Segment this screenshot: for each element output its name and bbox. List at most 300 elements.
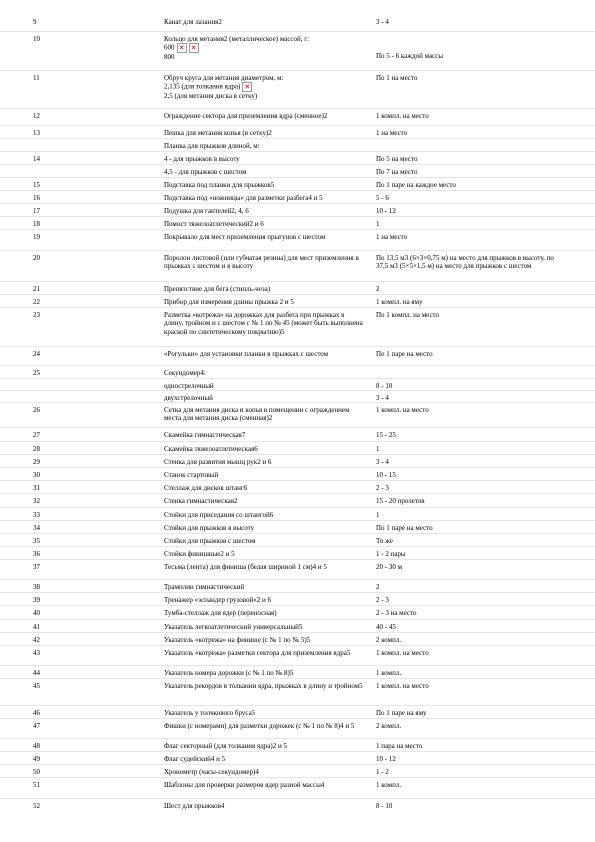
quantity-line: 15 - 20 пролетов (376, 497, 425, 505)
description-text: Стеллаж для дисков штанг6 (164, 484, 248, 492)
item-quantity (376, 194, 566, 202)
table-row (0, 546, 595, 559)
item-quantity (376, 233, 566, 241)
item-quantity (376, 112, 566, 120)
row-number: 18 (33, 220, 40, 228)
description-text: Обруч круга для метания диаметром, м: (164, 74, 284, 82)
quantity-line: 1 компл. на место (376, 649, 429, 657)
quantity-line (376, 43, 566, 51)
description-text: Стенка гимнастическая2 (164, 497, 238, 505)
item-quantity (376, 563, 566, 571)
table-row (0, 777, 595, 798)
description-text: Хронометр (часы-секундомер)4 (164, 768, 259, 776)
description-text: Скамейка тяжелоатлетическая6 (164, 445, 258, 453)
table-row (0, 216, 595, 229)
broken-image-x-icon: ✕ (177, 43, 187, 53)
item-description (164, 596, 364, 604)
item-quantity (376, 550, 566, 558)
item-description (164, 112, 364, 120)
table-row (0, 738, 595, 751)
description-line (164, 112, 364, 120)
description-line (164, 511, 364, 519)
row-number: 31 (33, 484, 40, 492)
description-text: Указатель у толчкового бруса5 (164, 709, 256, 717)
item-description (164, 194, 364, 202)
item-quantity (376, 155, 566, 163)
description-line (164, 537, 364, 545)
item-quantity (376, 649, 566, 657)
description-text: Флаг секторный (для толкания ядра)2 и 5 (164, 742, 287, 750)
description-line (164, 596, 364, 604)
quantity-line: По 1 паре на яму (376, 709, 427, 717)
row-number: 17 (33, 207, 40, 215)
description-text: Фишки (с номерами) для разметки дорожек (с № 1 по № 8)4 и 5 (164, 722, 355, 730)
row-number: 9 (33, 18, 37, 26)
quantity-line: 10 - 15 (376, 471, 396, 479)
description-text: Сетка для метания диска и копья в помещении с ограждением места для метания диска (сменная)2 (164, 406, 350, 423)
table-row (0, 229, 595, 250)
description-line (164, 755, 364, 763)
description-text: 2,5 (для метания диска в сетку) (164, 92, 258, 101)
row-number: 27 (33, 431, 40, 439)
quantity-line: 8 - 10 (376, 802, 393, 810)
quantity-line: По 5 на место (376, 155, 418, 163)
item-description (164, 207, 364, 215)
item-quantity (376, 254, 566, 271)
item-quantity (376, 458, 566, 466)
description-text: Станок стартовый (164, 471, 219, 479)
item-description (164, 220, 364, 228)
item-description (164, 406, 364, 423)
item-quantity (376, 709, 566, 717)
item-quantity (376, 74, 566, 82)
item-description (164, 471, 364, 479)
row-number: 15 (33, 181, 40, 189)
quantity-line: 3 - 4 (376, 18, 389, 26)
description-text: 2,135 (для толкания ядра) (164, 83, 241, 92)
table-row (0, 592, 595, 605)
row-number: 10 (33, 35, 40, 43)
row-number: 41 (33, 623, 40, 631)
table-row (0, 632, 595, 645)
description-text: Тумба-стеллаж для ядер (переносная) (164, 609, 277, 617)
row-number: 24 (33, 350, 40, 358)
description-text: 4,5 - для прыжков с шестом (164, 168, 247, 176)
item-description (164, 18, 364, 26)
row-number: 16 (33, 194, 40, 202)
item-description (164, 742, 364, 750)
description-line (164, 18, 364, 26)
quantity-line: 2 компл. (376, 722, 402, 730)
row-number: 13 (33, 129, 40, 137)
item-quantity (376, 484, 566, 492)
item-description (164, 431, 364, 439)
table-row (0, 70, 595, 108)
table-row (0, 250, 595, 281)
table-row (0, 507, 595, 520)
table-row (0, 307, 595, 346)
row-number: 26 (33, 406, 40, 414)
item-quantity (376, 406, 566, 414)
quantity-line: 1 - 2 (376, 768, 389, 776)
table-row (0, 402, 595, 427)
table-row (0, 390, 595, 402)
item-description (164, 497, 364, 505)
description-text: Тесьма (лента) для финиша (белая шириной 1 см)4 и 5 (164, 563, 327, 571)
table-row (0, 764, 595, 777)
quantity-line: 15 - 25 (376, 431, 396, 439)
item-quantity (376, 207, 566, 215)
table-row (0, 31, 595, 70)
item-quantity (376, 802, 566, 810)
item-description (164, 74, 364, 101)
item-description (164, 636, 364, 644)
equipment-table (0, 15, 595, 811)
item-quantity (376, 524, 566, 532)
table-row (0, 164, 595, 177)
description-line (164, 471, 364, 479)
row-number: 21 (33, 285, 40, 293)
row-number: 33 (33, 511, 40, 519)
table-row (0, 454, 595, 467)
row-number: 45 (33, 682, 40, 690)
item-quantity (376, 755, 566, 763)
description-line (164, 53, 364, 61)
table-row (0, 533, 595, 546)
quantity-line: 2 - 3 на место (376, 609, 417, 617)
description-text: Стойки для приседания со штангой6 (164, 511, 274, 519)
item-description (164, 649, 364, 657)
table-row (0, 665, 595, 678)
description-line (164, 802, 364, 810)
quantity-line: По 1 компл. на место (376, 311, 440, 319)
table-row (0, 520, 595, 533)
item-description (164, 563, 364, 571)
item-description (164, 682, 364, 690)
description-text: Канат для лазания2 (164, 18, 222, 26)
table-row (0, 645, 595, 665)
description-line (164, 285, 364, 293)
quantity-line: По 7 на место (376, 168, 418, 176)
row-number: 20 (33, 254, 40, 262)
row-number: 38 (33, 583, 40, 591)
quantity-line: 20 - 30 м (376, 563, 403, 571)
description-text: Указатель «котрежа» на финише (с № 1 по № 5)5 (164, 636, 311, 644)
description-line (164, 550, 364, 558)
quantity-line: 40 - 45 (376, 623, 396, 631)
description-line (164, 254, 364, 271)
description-line (164, 155, 364, 163)
row-number: 36 (33, 550, 40, 558)
row-number: 29 (33, 458, 40, 466)
quantity-line: 1 - 2 пары (376, 550, 406, 558)
row-number: 46 (33, 709, 40, 717)
table-row (0, 559, 595, 579)
table-row (0, 203, 595, 216)
description-line (164, 636, 364, 644)
description-line (164, 445, 364, 453)
description-text: Прибор для измерения длины прыжка 2 и 5 (164, 298, 294, 306)
item-quantity (376, 350, 566, 358)
table-row (0, 751, 595, 764)
row-number: 47 (33, 722, 40, 730)
row-number: 37 (33, 563, 40, 571)
description-text: Ограждение сектора для приземления ядра (сменное)2 (164, 112, 328, 120)
item-quantity (376, 181, 566, 189)
quantity-line: 2 компл. (376, 636, 402, 644)
description-line (164, 43, 364, 53)
item-quantity (376, 369, 566, 377)
description-line (164, 406, 364, 423)
item-description (164, 669, 364, 677)
description-line (164, 768, 364, 776)
description-text: 800 (164, 53, 175, 62)
table-row (0, 294, 595, 307)
description-text: Указатель рекордов в толкании ядра, прыжках в длину и тройном5 (164, 682, 363, 690)
table-row (0, 365, 595, 378)
description-text: Шест для прыжков4 (164, 802, 225, 810)
description-line (164, 168, 364, 176)
item-quantity (376, 636, 566, 644)
quantity-line: 2 (376, 285, 380, 293)
item-description (164, 583, 364, 591)
table-row (0, 705, 595, 718)
row-number: 12 (33, 112, 40, 120)
quantity-line: По 1 паре на место (376, 524, 433, 532)
description-text: Тренажер «эспандер грузовой»2 и 6 (164, 596, 271, 604)
table-row (0, 619, 595, 632)
item-quantity (376, 35, 566, 60)
row-number: 35 (33, 537, 40, 545)
item-quantity (376, 609, 566, 617)
item-quantity (376, 285, 566, 293)
row-number: 40 (33, 609, 40, 617)
item-description (164, 623, 364, 631)
quantity-line: 8 - 10 (376, 382, 393, 390)
row-number: 25 (33, 369, 40, 377)
quantity-line: По 1 паре на каждое место (376, 181, 456, 189)
item-quantity (376, 596, 566, 604)
quantity-line: 1 (376, 445, 380, 453)
table-row (0, 125, 595, 138)
item-description (164, 369, 364, 377)
item-description (164, 129, 364, 137)
description-text: «Рогульки» для установки планки в прыжках с шестом (164, 350, 329, 358)
quantity-line: 1 компл. (376, 781, 402, 789)
item-quantity (376, 168, 566, 176)
quantity-line: 1 на место (376, 233, 408, 241)
description-text: Пешка для метания копья (в сетку)2 (164, 129, 272, 137)
quantity-line: По 5 - 6 каждой массы (376, 51, 444, 60)
item-description (164, 484, 364, 492)
row-number: 49 (33, 755, 40, 763)
row-number: 30 (33, 471, 40, 479)
quantity-line: 1 на место (376, 129, 408, 137)
description-line (164, 709, 364, 717)
item-quantity (376, 220, 566, 228)
broken-image-x-icon: ✕ (242, 82, 252, 92)
item-quantity (376, 497, 566, 505)
table-row (0, 190, 595, 203)
description-text: Стойки финишные2 и 5 (164, 550, 235, 558)
item-description (164, 609, 364, 617)
row-number: 19 (33, 233, 40, 241)
description-text: Планка для прыжков длиной, м: (164, 142, 260, 150)
description-text: Препятствие для бега (стипль-чеза) (164, 285, 271, 293)
row-number: 11 (33, 74, 40, 82)
quantity-line: 1 (376, 220, 380, 228)
row-number: 44 (33, 669, 40, 677)
table-row (0, 678, 595, 705)
description-text: Подставка под планки для прыжков5 (164, 181, 275, 189)
description-line (164, 722, 364, 730)
description-line (164, 350, 364, 358)
item-quantity (376, 445, 566, 453)
description-line (164, 129, 364, 137)
quantity-line: 1 пара на место (376, 742, 423, 750)
item-description (164, 233, 364, 241)
table-row (0, 177, 595, 190)
description-text: Помост тяжелоатлетический2 и 6 (164, 220, 264, 228)
row-number: 50 (33, 768, 40, 776)
item-description (164, 524, 364, 532)
description-line (164, 181, 364, 189)
quantity-line (376, 35, 566, 43)
table-row (0, 579, 595, 592)
quantity-line: По 13,5 м3 (6×3×0,75 м) на место для прыжков в высоту, по 37,5 м3 (5×5×1,5 м) на место для прыжков с шестом (376, 254, 554, 271)
item-quantity (376, 129, 566, 137)
description-line (164, 649, 364, 657)
description-line (164, 682, 364, 690)
description-text: Подушка для гантелей2, 4, 6 (164, 207, 249, 215)
table-row (0, 378, 595, 390)
row-number: 14 (33, 155, 40, 163)
description-text: Покрывало для мест приземления прыгунов с шестом (164, 233, 326, 241)
quantity-line: По 1 паре на место (376, 350, 433, 358)
description-text: Подставка под «ножницы» для разметки разбега4 и 5 (164, 194, 323, 202)
table-row (0, 480, 595, 493)
table-row (0, 15, 595, 31)
description-text: однострелочный (164, 382, 214, 390)
description-line (164, 781, 364, 789)
item-description (164, 350, 364, 358)
description-text: Кольцо для метания2 (металлическое) массой, г: (164, 35, 310, 43)
quantity-line: 10 - 12 (376, 207, 396, 215)
description-line (164, 194, 364, 202)
item-description (164, 537, 364, 545)
description-text: Трамплин гимнастический (164, 583, 245, 591)
description-text: двухстрелочный (164, 394, 213, 402)
description-line (164, 220, 364, 228)
description-line (164, 298, 364, 306)
item-quantity (376, 537, 566, 545)
description-text: Флаг судейский4 и 5 (164, 755, 226, 763)
quantity-line: 1 компл. на место (376, 406, 429, 414)
table-row (0, 151, 595, 164)
description-text: Скамейка гимнастическая7 (164, 431, 246, 439)
table-row (0, 346, 595, 365)
description-line (164, 311, 364, 336)
description-text: 600 (164, 44, 175, 53)
quantity-line: 3 - 4 (376, 394, 389, 402)
row-number: 43 (33, 649, 40, 657)
quantity-line: 10 - 12 (376, 755, 396, 763)
description-line (164, 742, 364, 750)
item-quantity (376, 431, 566, 439)
description-line (164, 609, 364, 617)
description-text: Секундомер4: (164, 369, 206, 377)
table-row (0, 441, 595, 454)
table-row (0, 718, 595, 738)
description-text: Поролон листовой (или губчатая резина) для мест приземления в прыжках с шестом и в высоту (164, 254, 359, 271)
row-number: 28 (33, 445, 40, 453)
description-line (164, 369, 364, 377)
row-number: 32 (33, 497, 40, 505)
description-line (164, 35, 364, 43)
item-description (164, 511, 364, 519)
description-text: Разметка «котрежа» на дорожках для разбега при прыжках в длину, тройном и с шестом с № 1 по № 45 (может быть выполнена краской по синтетическому покрытию)5 (164, 311, 363, 336)
table-row (0, 427, 595, 441)
description-text: Указатель легкоатлетический универсальный5 (164, 623, 303, 631)
table-row (0, 138, 595, 151)
item-quantity (376, 142, 566, 150)
table-row (0, 798, 595, 811)
row-number: 48 (33, 742, 40, 750)
item-quantity (376, 511, 566, 519)
item-quantity (376, 623, 566, 631)
quantity-line (376, 142, 566, 150)
description-line (164, 82, 364, 92)
description-line (164, 458, 364, 466)
description-text: Стойки для прыжков в высоту (164, 524, 255, 532)
quantity-line: По 1 на место (376, 74, 418, 82)
item-description (164, 550, 364, 558)
description-line (164, 484, 364, 492)
item-quantity (376, 768, 566, 776)
item-description (164, 254, 364, 271)
item-quantity (376, 471, 566, 479)
description-text: 4 - для прыжков в высоту (164, 155, 240, 163)
quantity-line: 5 - 6 (376, 194, 389, 202)
item-description (164, 445, 364, 453)
quantity-line: 2 (376, 583, 380, 591)
row-number: 23 (33, 311, 40, 319)
row-number: 39 (33, 596, 40, 604)
broken-image-x-icon: ✕ (189, 43, 199, 53)
description-text: Указатель номера дорожки (с № 1 по № 8)5 (164, 669, 294, 677)
description-line (164, 92, 364, 100)
table-row (0, 605, 595, 619)
quantity-line: 1 (376, 511, 380, 519)
item-description (164, 722, 364, 730)
row-number: 22 (33, 298, 40, 306)
quantity-line: 1 компл. (376, 669, 402, 677)
description-line (164, 233, 364, 241)
item-quantity (376, 669, 566, 677)
description-line (164, 74, 364, 82)
item-quantity (376, 583, 566, 591)
item-quantity (376, 742, 566, 750)
item-quantity (376, 781, 566, 789)
description-line (164, 583, 364, 591)
quantity-line: 1 компл. на яму (376, 298, 423, 306)
item-description (164, 802, 364, 810)
item-quantity (376, 311, 566, 319)
item-description (164, 298, 364, 306)
quantity-line: 1 компл. на место (376, 682, 429, 690)
quantity-line (376, 369, 566, 377)
quantity-line: 2 - 3 (376, 484, 389, 492)
